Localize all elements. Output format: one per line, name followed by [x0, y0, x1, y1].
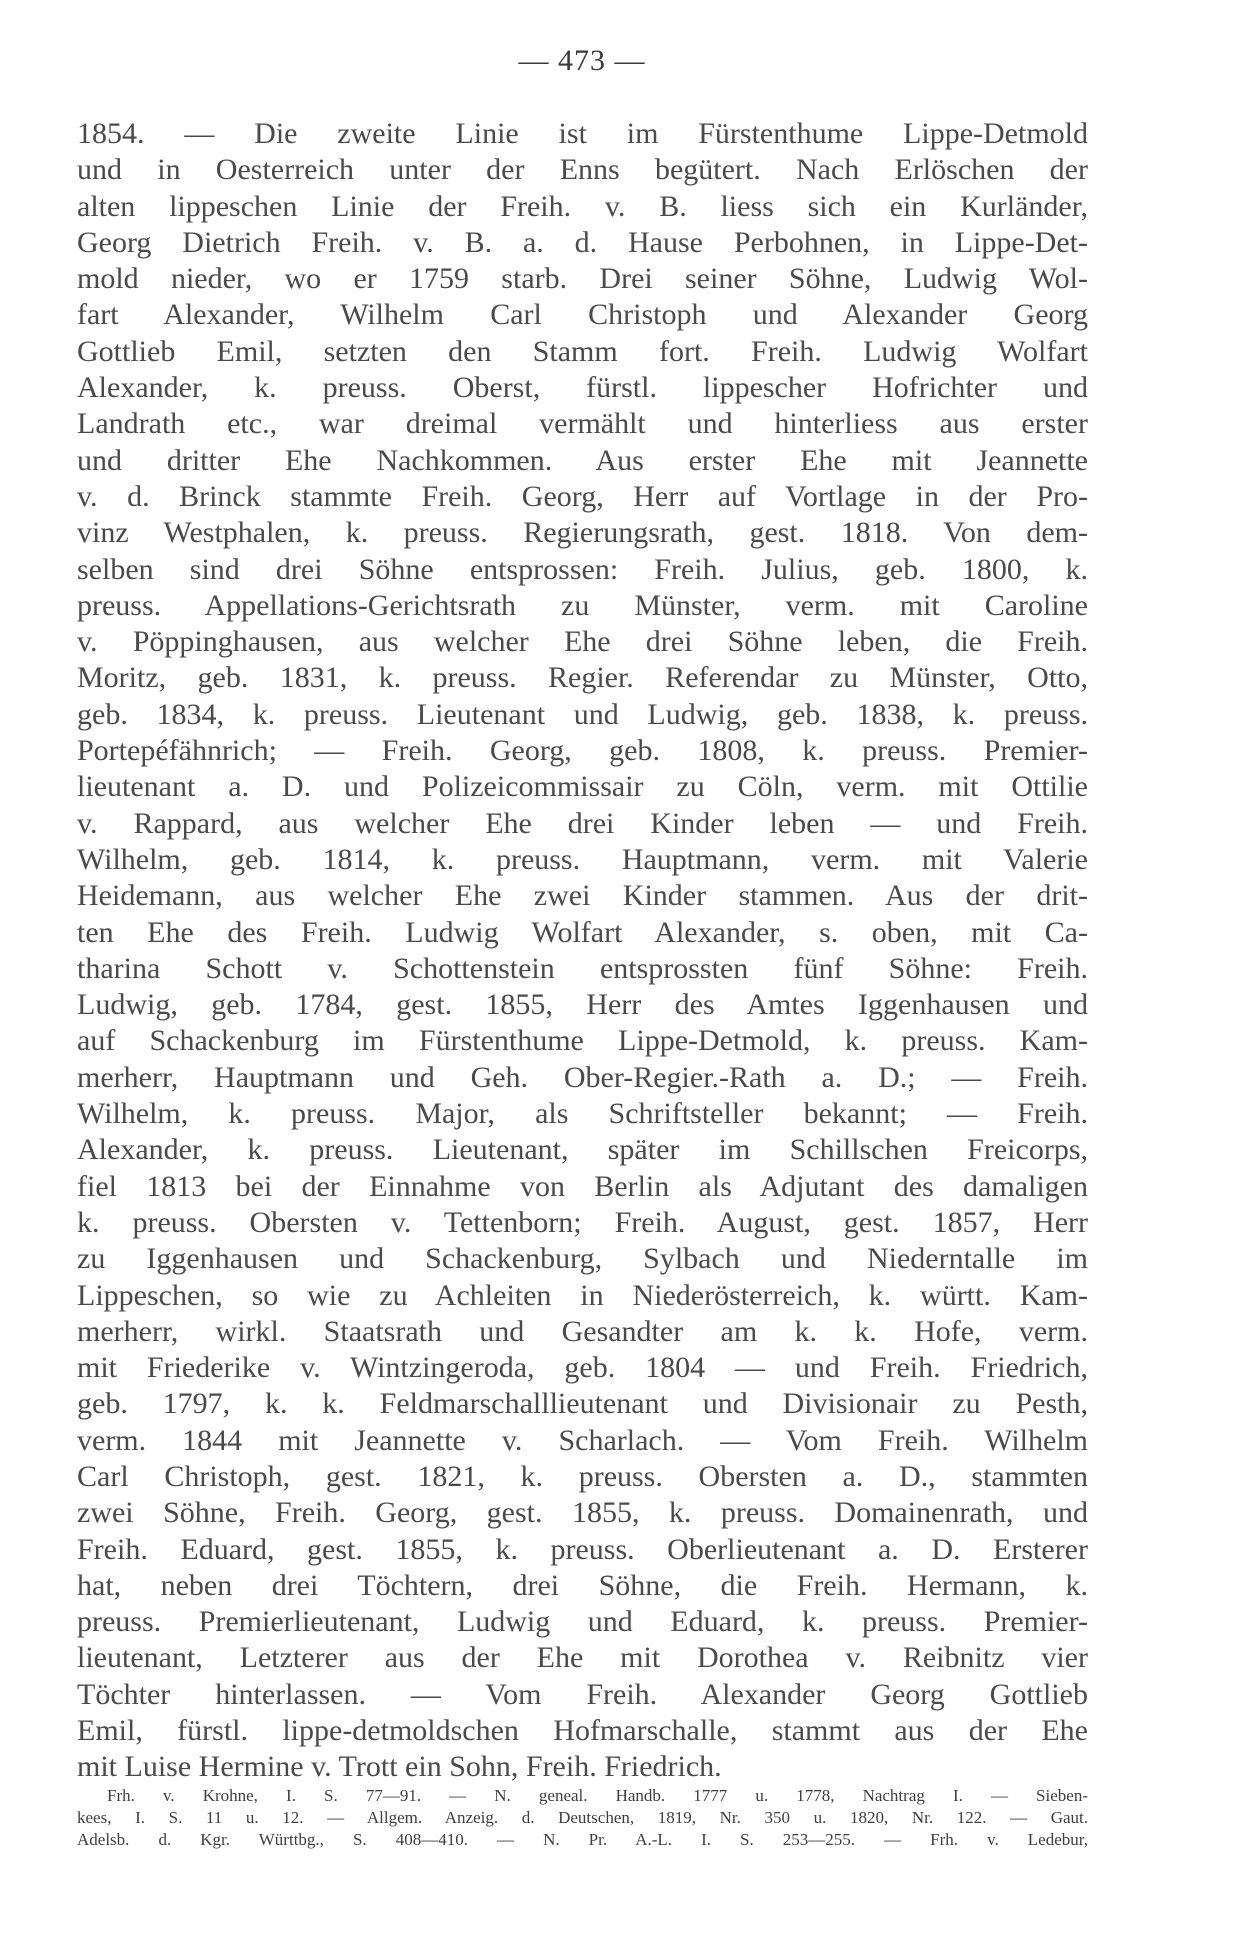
- text-line: merherr, Hauptmann und Geh. Ober-Regier.-Rath a. D.; — Freih.: [77, 1060, 1088, 1094]
- text-line: Georg Dietrich Freih. v. B. a. d. Hause Perbohnen, in Lippe-Det-: [77, 225, 1088, 259]
- text-line: hat, neben drei Töchtern, drei Söhne, die Freih. Hermann, k.: [77, 1568, 1088, 1602]
- text-line: mit Friederike v. Wintzingeroda, geb. 1804 — und Freih. Friedrich,: [77, 1351, 1088, 1385]
- text-line: Alexander, k. preuss. Oberst, fürstl. lippescher Hofrichter und: [77, 371, 1088, 405]
- text-line: v. Pöppinghausen, aus welcher Ehe drei Söhne leben, die Freih.: [77, 625, 1088, 659]
- page-number: — 473 —: [518, 44, 646, 77]
- text-line: lieutenant a. D. und Polizeicommissair zu Cöln, verm. mit Ottilie: [77, 770, 1088, 804]
- text-line: und dritter Ehe Nachkommen. Aus erster Ehe mit Jeannette: [77, 443, 1088, 477]
- text-line: v. Rappard, aus welcher Ehe drei Kinder leben — und Freih.: [77, 806, 1088, 840]
- text-line: fiel 1813 bei der Einnahme von Berlin als Adjutant des damaligen: [77, 1169, 1088, 1203]
- text-line: k. preuss. Obersten v. Tettenborn; Freih. August, gest. 1857, Herr: [77, 1205, 1088, 1239]
- text-line: Emil, fürstl. lippe-detmoldschen Hofmarschalle, stammt aus der Ehe: [77, 1714, 1088, 1748]
- text-line: Alexander, k. preuss. Lieutenant, später im Schillschen Freicorps,: [77, 1133, 1088, 1167]
- footnote-line: Adelsb. d. Kgr. Württbg., S. 408—410. — N. Pr. A.-L. I. S. 253—255. — Frh. v. Ledebur,: [77, 1830, 1088, 1849]
- text-line: 1854. — Die zweite Linie ist im Fürstenthume Lippe-Detmold: [77, 117, 1088, 150]
- text-line: Moritz, geb. 1831, k. preuss. Regier. Referendar zu Münster, Otto,: [77, 661, 1088, 695]
- text-line: mit Luise Hermine v. Trott ein Sohn, Freih. Friedrich.: [77, 1750, 722, 1784]
- text-line: Wilhelm, k. preuss. Major, als Schriftsteller bekannt; — Freih.: [77, 1097, 1088, 1131]
- text-line: zwei Söhne, Freih. Georg, gest. 1855, k. preuss. Domainenrath, und: [77, 1496, 1088, 1530]
- text-line: vinz Westphalen, k. preuss. Regierungsrath, gest. 1818. Von dem-: [77, 516, 1088, 550]
- text-line: und in Oesterreich unter der Enns begütert. Nach Erlöschen der: [77, 153, 1088, 187]
- text-line: Ludwig, geb. 1784, gest. 1855, Herr des Amtes Iggenhausen und: [77, 988, 1088, 1022]
- text-line: merherr, wirkl. Staatsrath und Gesandter am k. k. Hofe, verm.: [77, 1314, 1088, 1348]
- footnote-line: kees, I. S. 11 u. 12. — Allgem. Anzeig. d. Deutschen, 1819, Nr. 350 u. 1820, Nr. 122. — Gaut.: [77, 1808, 1088, 1827]
- text-line: Freih. Eduard, gest. 1855, k. preuss. Oberlieutenant a. D. Ersterer: [77, 1532, 1088, 1566]
- text-line: alten lippeschen Linie der Freih. v. B. liess sich ein Kurländer,: [77, 189, 1088, 223]
- text-line: verm. 1844 mit Jeannette v. Scharlach. — Vom Freih. Wilhelm: [77, 1423, 1088, 1457]
- text-line: Töchter hinterlassen. — Vom Freih. Alexander Georg Gottlieb: [77, 1677, 1088, 1711]
- footnote-line: Frh. v. Krohne, I. S. 77—91. — N. geneal. Handb. 1777 u. 1778, Nachtrag I. — Sieben-: [107, 1786, 1088, 1805]
- text-line: Gottlieb Emil, setzten den Stamm fort. Freih. Ludwig Wolfart: [77, 334, 1088, 368]
- text-line: Portepéfähnrich; — Freih. Georg, geb. 1808, k. preuss. Premier-: [77, 734, 1088, 768]
- text-line: auf Schackenburg im Fürstenthume Lippe-Detmold, k. preuss. Kam-: [77, 1024, 1088, 1058]
- text-line: Lippeschen, so wie zu Achleiten in Niederösterreich, k. württ. Kam-: [77, 1278, 1088, 1312]
- text-line: Landrath etc., war dreimal vermählt und hinterliess aus erster: [77, 407, 1088, 441]
- text-line: Wilhelm, geb. 1814, k. preuss. Hauptmann, verm. mit Valerie: [77, 842, 1088, 876]
- footnotes: [77, 1785, 1088, 1851]
- text-line: preuss. Premierlieutenant, Ludwig und Eduard, k. preuss. Premier-: [77, 1605, 1088, 1639]
- text-line: geb. 1834, k. preuss. Lieutenant und Ludwig, geb. 1838, k. preuss.: [77, 697, 1088, 731]
- text-line: mold nieder, wo er 1759 starb. Drei seiner Söhne, Ludwig Wol-: [77, 262, 1088, 296]
- text-line: geb. 1797, k. k. Feldmarschalllieutenant und Divisionair zu Pesth,: [77, 1387, 1088, 1421]
- text-line: Heidemann, aus welcher Ehe zwei Kinder stammen. Aus der drit-: [77, 879, 1088, 913]
- text-line: selben sind drei Söhne entsprossen: Freih. Julius, geb. 1800, k.: [77, 552, 1088, 586]
- text-line: zu Iggenhausen und Schackenburg, Sylbach und Niederntalle im: [77, 1242, 1088, 1276]
- text-line: ten Ehe des Freih. Ludwig Wolfart Alexander, s. oben, mit Ca-: [77, 915, 1088, 949]
- text-line: v. d. Brinck stammte Freih. Georg, Herr auf Vortlage in der Pro-: [77, 479, 1088, 513]
- text-line: fart Alexander, Wilhelm Carl Christoph und Alexander Georg: [77, 298, 1088, 332]
- text-line: Carl Christoph, gest. 1821, k. preuss. Obersten a. D., stammten: [77, 1459, 1088, 1493]
- text-line: lieutenant, Letzterer aus der Ehe mit Dorothea v. Reibnitz vier: [77, 1641, 1088, 1675]
- text-line: preuss. Appellations-Gerichtsrath zu Münster, verm. mit Caroline: [77, 588, 1088, 622]
- text-line: tharina Schott v. Schottenstein entsprossten fünf Söhne: Freih.: [77, 951, 1088, 985]
- body-text: [77, 116, 1088, 1786]
